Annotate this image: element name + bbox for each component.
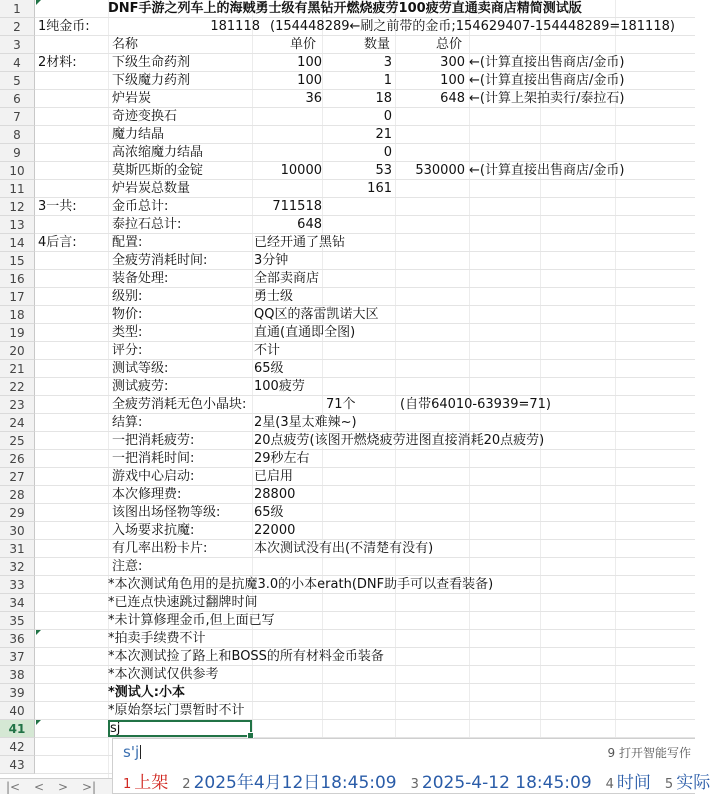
ime-candidate[interactable] <box>123 773 168 793</box>
row-header[interactable]: 25 <box>0 432 35 450</box>
cell[interactable]: 181118 <box>210 19 260 34</box>
cell[interactable]: sj <box>110 721 121 736</box>
sheet-row <box>0 468 695 486</box>
cell[interactable]: 3一共: <box>38 199 77 214</box>
cell[interactable]: 泰拉石总计: <box>112 217 182 232</box>
cell[interactable]: 本次测试没有出(不清楚有没有) <box>254 541 434 556</box>
sheet-row <box>0 54 695 72</box>
row-header[interactable]: 4 <box>0 54 35 72</box>
row-header[interactable]: 16 <box>0 270 35 288</box>
cell[interactable]: 有几率出粉卡片: <box>112 541 208 556</box>
row-header[interactable]: 8 <box>0 126 35 144</box>
cell[interactable]: 全疲劳消耗时间: <box>112 253 208 268</box>
next-sheet-button[interactable]: > <box>58 780 69 794</box>
ime-candidate-text: 实际 <box>676 773 711 793</box>
cell[interactable]: 29秒左右 <box>254 451 310 466</box>
cell[interactable]: 648 <box>440 91 465 106</box>
cell[interactable]: 65级 <box>254 505 284 520</box>
cell[interactable]: 65级 <box>254 361 284 376</box>
cell[interactable]: 300 <box>440 55 465 70</box>
row-header[interactable]: 28 <box>0 486 35 504</box>
sheet-row <box>0 234 695 252</box>
cell[interactable]: 71个 <box>326 397 356 412</box>
cell[interactable]: 全疲劳消耗无色小晶块: <box>112 397 247 412</box>
cell[interactable]: 2星(3星太难辣~) <box>254 415 357 430</box>
cell[interactable]: 总价 <box>436 37 463 52</box>
cell[interactable]: (154448289←刷之前带的金币;154629407-154448289=181118) <box>270 19 675 34</box>
sheet-row <box>0 270 695 288</box>
ime-candidate[interactable] <box>606 773 651 793</box>
cell[interactable]: 入场要求抗魔: <box>112 523 195 538</box>
row-header[interactable]: 12 <box>0 198 35 216</box>
cell[interactable]: 100 <box>297 73 322 88</box>
cell[interactable]: 0 <box>383 145 392 160</box>
sheet-row <box>0 180 695 198</box>
first-sheet-button[interactable]: |< <box>6 780 21 794</box>
row-header[interactable]: 15 <box>0 252 35 270</box>
cell[interactable]: DNF手游之列车上的海贼勇士级有黑钻开燃烧疲劳100疲劳直通卖商店精简测试版 <box>108 1 582 16</box>
cell[interactable]: 不计 <box>254 343 281 358</box>
sheet-row <box>0 144 695 162</box>
row-header[interactable]: 30 <box>0 522 35 540</box>
cell[interactable]: 36 <box>305 91 322 106</box>
cell[interactable]: 100 <box>440 73 465 88</box>
cell[interactable]: ←(计算上架拍卖行/泰拉石) <box>469 91 625 106</box>
cell[interactable]: 直通(直通即全图) <box>254 325 356 340</box>
cell[interactable]: 已经开通了黑钻 <box>254 235 346 250</box>
cell[interactable]: 高浓缩魔力结晶 <box>112 145 204 160</box>
sheet-row <box>0 630 695 648</box>
cell[interactable]: 物价: <box>112 307 143 322</box>
sheet-row <box>0 198 695 216</box>
sheet-row <box>0 522 695 540</box>
cell-indicator-icon <box>36 0 41 5</box>
cell[interactable]: *拍卖手续费不计 <box>108 631 206 646</box>
row-header[interactable]: 37 <box>0 648 35 666</box>
cell[interactable]: 3分钟 <box>254 253 289 268</box>
cell[interactable]: *本次测试捡了路上和BOSS的所有材料金币装备 <box>108 649 384 664</box>
sheet-row <box>0 594 695 612</box>
cell[interactable]: 数量 <box>364 37 391 52</box>
sheet-row <box>0 540 695 558</box>
row-header[interactable]: 42 <box>0 738 35 756</box>
cell[interactable]: 测试疲劳: <box>112 379 169 394</box>
cell[interactable]: 10000 <box>280 163 322 178</box>
row-header[interactable]: 17 <box>0 288 35 306</box>
row-header[interactable]: 19 <box>0 324 35 342</box>
cell[interactable]: *未计算修理金币,但上面已写 <box>108 613 275 628</box>
sheet-row <box>0 252 695 270</box>
sheet-row <box>0 450 695 468</box>
ime-smart-writing-button[interactable]: 9 打开智能写作 <box>607 746 691 760</box>
cell[interactable]: 0 <box>383 109 392 124</box>
cell[interactable]: *测试人:小本 <box>108 685 185 700</box>
row-header[interactable]: 10 <box>0 162 35 180</box>
row-header[interactable]: 31 <box>0 540 35 558</box>
cell[interactable]: 530000 <box>415 163 465 178</box>
cell[interactable]: 18 <box>375 91 392 106</box>
prev-sheet-button[interactable]: < <box>34 780 45 794</box>
cell[interactable]: 100 <box>297 55 322 70</box>
cell[interactable]: 注意: <box>112 559 143 574</box>
row-header[interactable]: 22 <box>0 378 35 396</box>
ime-candidate[interactable] <box>411 773 592 793</box>
cell[interactable]: *原始祭坛门票暂时不计 <box>108 703 245 718</box>
cell[interactable]: 该图出场怪物等级: <box>112 505 221 520</box>
sheet-row <box>0 504 695 522</box>
cell[interactable]: ←(计算直接出售商店/金币) <box>469 55 625 70</box>
cell[interactable]: 20点疲劳(该图开燃烧疲劳进图直接消耗20点疲劳) <box>254 433 545 448</box>
cell[interactable]: 游戏中心启动: <box>112 469 195 484</box>
sheet-row <box>0 720 695 738</box>
cell[interactable]: QQ区的落雷凯诺大区 <box>254 307 379 322</box>
cell[interactable]: *本次测试角色用的是抗魔3.0的小本erath(DNF助手可以查看装备) <box>108 577 494 592</box>
sheet-row <box>0 612 695 630</box>
cell[interactable]: 装备处理: <box>112 271 169 286</box>
cell[interactable]: 一把消耗时间: <box>112 451 195 466</box>
cell[interactable]: ←(计算直接出售商店/金币) <box>469 163 625 178</box>
cell[interactable]: 配置: <box>112 235 143 250</box>
cell[interactable]: 测试等级: <box>112 361 169 376</box>
cell[interactable]: ←(计算直接出售商店/金币) <box>469 73 625 88</box>
ime-candidate-text: 2025年4月12日18:45:09 <box>193 773 397 793</box>
cell[interactable]: 648 <box>297 217 322 232</box>
ime-candidate-number: 3 <box>410 777 419 792</box>
sheet-row <box>0 126 695 144</box>
sheet-row <box>0 378 695 396</box>
ime-candidate-number: 5 <box>664 777 674 792</box>
sheet-row <box>0 558 695 576</box>
cell[interactable]: 21 <box>375 127 392 142</box>
cell[interactable]: *本次测试仅供参考 <box>108 667 219 682</box>
cell[interactable]: 28800 <box>254 487 296 502</box>
cell[interactable]: 已启用 <box>254 469 294 484</box>
row-header[interactable]: 34 <box>0 594 35 612</box>
row-header[interactable]: 36 <box>0 630 35 648</box>
row-header[interactable]: 29 <box>0 504 35 522</box>
sheet-row <box>0 666 695 684</box>
row-header[interactable]: 43 <box>0 756 35 774</box>
ime-candidate-list <box>123 768 724 793</box>
cell[interactable]: *已连点快速跳过翻牌时间 <box>108 595 258 610</box>
row-header[interactable]: 21 <box>0 360 35 378</box>
sheet-tab-bar <box>0 778 112 794</box>
cell[interactable]: 100疲劳 <box>254 379 305 394</box>
row-header[interactable]: 26 <box>0 450 35 468</box>
sheet-row <box>0 108 695 126</box>
sheet-row <box>0 216 695 234</box>
cell[interactable]: 类型: <box>112 325 143 340</box>
row-header[interactable]: 5 <box>0 72 35 90</box>
cell[interactable]: 炉岩炭总数量 <box>112 181 191 196</box>
row-header[interactable]: 24 <box>0 414 35 432</box>
cell[interactable]: 4后言: <box>38 235 77 250</box>
row-header[interactable]: 39 <box>0 684 35 702</box>
ime-candidate-text: 时间 <box>616 773 651 793</box>
cell[interactable]: 161 <box>367 181 392 196</box>
sheet-row <box>0 162 695 180</box>
ime-candidate-number: 2 <box>182 777 191 792</box>
cell[interactable]: 勇士级 <box>254 289 294 304</box>
cell[interactable]: 炉岩炭 <box>112 91 152 106</box>
ime-candidate-number: 4 <box>605 777 614 792</box>
sheet-row <box>0 684 695 702</box>
ime-composition: s'j <box>123 743 140 761</box>
cell[interactable]: 级别: <box>112 289 143 304</box>
row-header[interactable]: 18 <box>0 306 35 324</box>
sheet-row <box>0 306 695 324</box>
active-cell-selection[interactable] <box>108 720 252 737</box>
row-header[interactable]: 3 <box>0 36 35 54</box>
cell-indicator-icon <box>36 720 41 725</box>
ime-candidate[interactable] <box>665 773 710 793</box>
row-header[interactable]: 14 <box>0 234 35 252</box>
ime-candidate-window <box>112 738 711 794</box>
sheet-row <box>0 72 695 90</box>
cell[interactable]: 2材料: <box>38 55 77 70</box>
row-header[interactable]: 7 <box>0 108 35 126</box>
sheet-row <box>0 648 695 666</box>
cell[interactable]: 22000 <box>254 523 296 538</box>
cell-indicator-icon <box>36 630 41 635</box>
row-header[interactable]: 6 <box>0 90 35 108</box>
cell[interactable]: 1 <box>383 73 392 88</box>
row-header[interactable]: 41 <box>0 720 35 738</box>
cell[interactable]: (自带64010-63939=71) <box>400 397 551 412</box>
cell[interactable]: 单价 <box>290 37 317 52</box>
sheet-row <box>0 18 695 36</box>
sheet-row <box>0 324 695 342</box>
ime-candidate-text: 上架 <box>134 773 169 793</box>
text-caret <box>140 745 141 759</box>
cell[interactable]: 金币总计: <box>112 199 169 214</box>
row-header[interactable]: 1 <box>0 0 35 18</box>
row-header[interactable]: 38 <box>0 666 35 684</box>
row-header[interactable]: 9 <box>0 144 35 162</box>
cell[interactable]: 名称 <box>112 37 139 52</box>
sheet-row <box>0 342 695 360</box>
cell[interactable]: 魔力结晶 <box>112 127 165 142</box>
cell[interactable]: 53 <box>375 163 392 178</box>
sheet-row <box>0 288 695 306</box>
row-header[interactable]: 27 <box>0 468 35 486</box>
row-header[interactable]: 32 <box>0 558 35 576</box>
last-sheet-button[interactable]: >| <box>82 780 97 794</box>
cell[interactable]: 结算: <box>112 415 143 430</box>
sheet-row <box>0 0 695 18</box>
sheet-row <box>0 702 695 720</box>
row-header[interactable]: 20 <box>0 342 35 360</box>
sheet-row <box>0 90 695 108</box>
row-header[interactable]: 23 <box>0 396 35 414</box>
cell[interactable]: 评分: <box>112 343 143 358</box>
row-header[interactable]: 33 <box>0 576 35 594</box>
sheet-row <box>0 432 695 450</box>
row-header[interactable]: 40 <box>0 702 35 720</box>
cell[interactable]: 一把消耗疲劳: <box>112 433 195 448</box>
ime-candidate-number: 1 <box>123 777 132 792</box>
cell[interactable]: 奇迹变换石 <box>112 109 178 124</box>
sheet-row <box>0 396 695 414</box>
cell[interactable]: 3 <box>383 55 392 70</box>
cell[interactable]: 711518 <box>272 199 322 214</box>
sheet-row <box>0 576 695 594</box>
row-header[interactable]: 13 <box>0 216 35 234</box>
sheet-row <box>0 36 695 54</box>
row-header[interactable]: 2 <box>0 18 35 36</box>
row-header[interactable]: 11 <box>0 180 35 198</box>
ime-candidate[interactable] <box>182 773 396 793</box>
sheet-row <box>0 414 695 432</box>
cell[interactable]: 下级魔力药剂 <box>112 73 191 88</box>
sheet-row <box>0 486 695 504</box>
cell[interactable]: 本次修理费: <box>112 487 182 502</box>
row-header[interactable]: 35 <box>0 612 35 630</box>
cell[interactable]: 下级生命药剂 <box>112 55 191 70</box>
ime-candidate-text: 2025-4-12 18:45:09 <box>421 773 592 793</box>
cell[interactable]: 全部卖商店 <box>254 271 320 286</box>
sheet-row <box>0 360 695 378</box>
cell[interactable]: 莫斯匹斯的金锭 <box>112 163 204 178</box>
cell[interactable]: 1纯金币: <box>38 19 90 34</box>
